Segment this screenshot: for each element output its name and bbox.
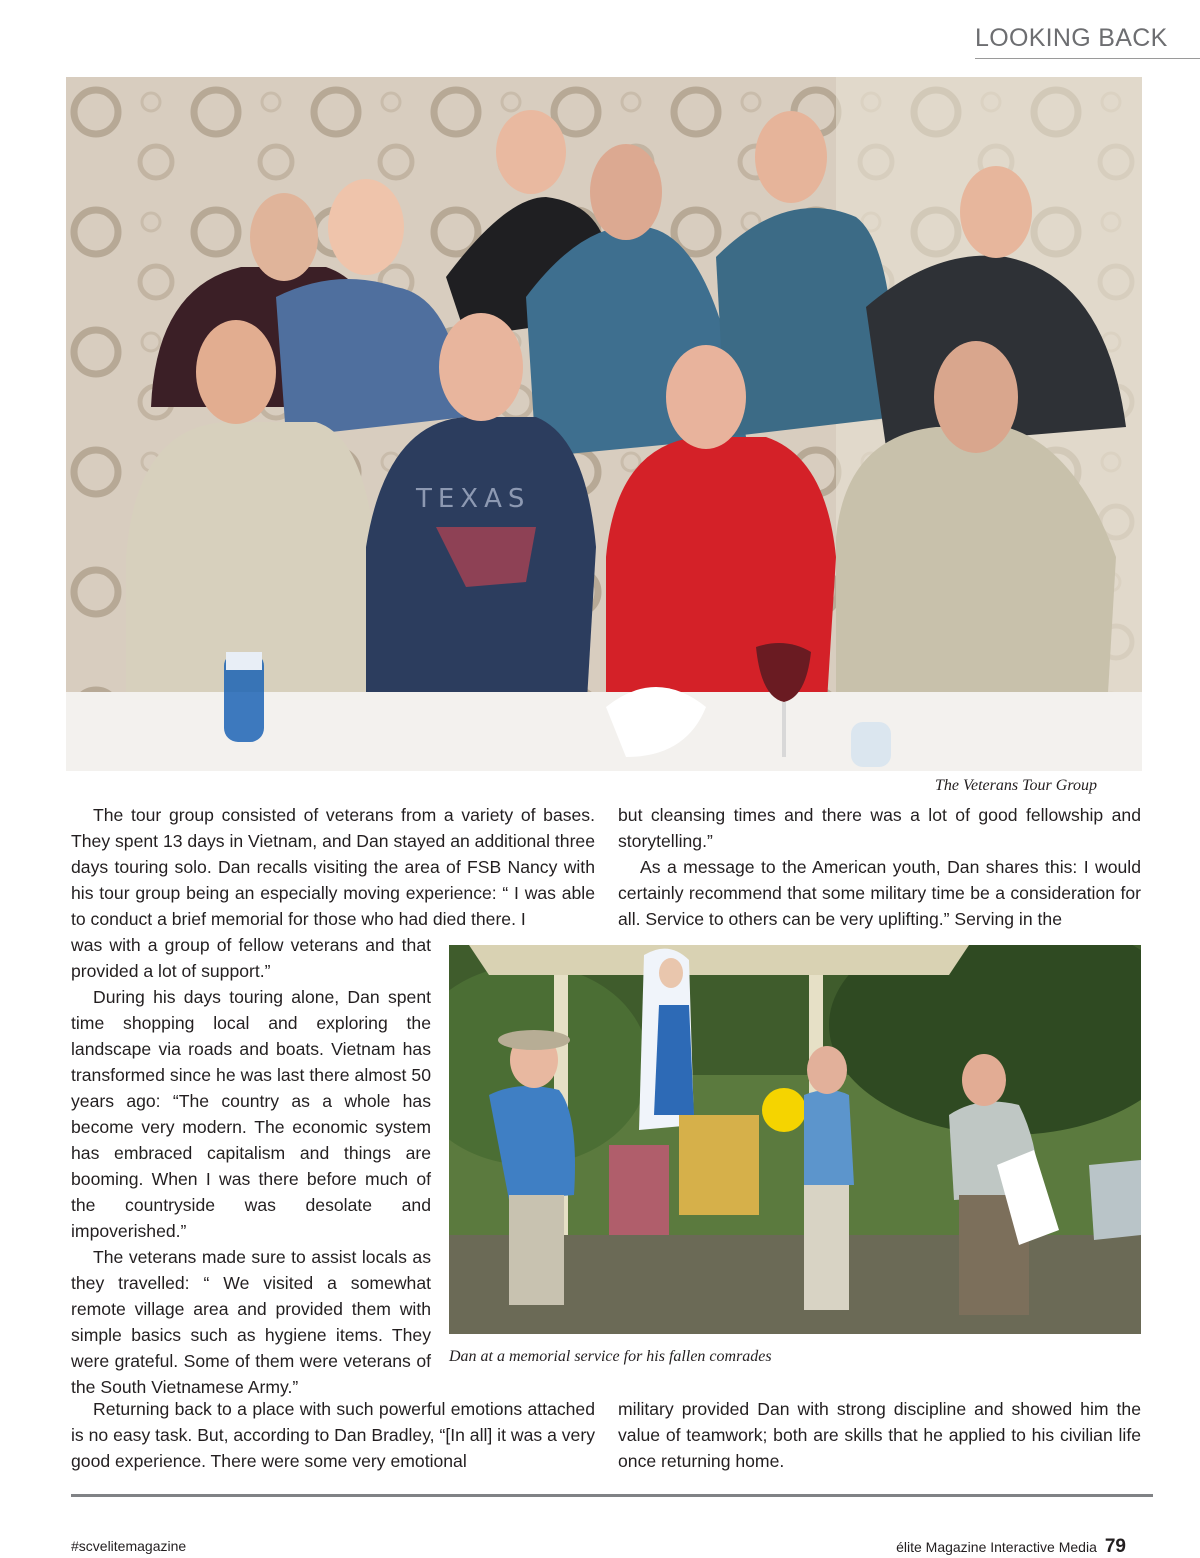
article-left-column: [71, 802, 595, 932]
paragraph-5-continued: but cleansing times and there was a lot of good fellowship and storytelling.”: [618, 805, 1141, 851]
article-right-column-top: [618, 802, 1141, 932]
footer-publication: [896, 1536, 1126, 1558]
footer-hashtag: #scvelitemagazine: [71, 1538, 187, 1554]
memorial-photo: [449, 945, 1141, 1334]
paragraph-1-continued: was with a group of fellow veterans and that provided a lot of support.”: [71, 935, 431, 981]
memorial-photo-caption: Dan at a memorial service for his fallen comrades: [449, 1348, 772, 1365]
shirt-text: TEXAS: [416, 484, 531, 514]
article-right-column-bottom: [618, 1396, 1141, 1474]
paragraph-6: As a message to the American youth, Dan shares this: I would certainly recommend that some military time be a consideration for all. Service to others can be very uplifting.” Serving in the: [618, 857, 1141, 929]
section-rule: [975, 58, 1200, 59]
footer-rule: [71, 1494, 1153, 1497]
paragraph-3: The veterans made sure to assist locals as they travelled: “ We visited a somewhat remote village area and provided them with simple basics such as hygiene items. They were grateful. Some of them were veterans of the South Vietnamese Army.”: [71, 1247, 431, 1397]
publication-name: élite Magazine Interactive Media: [896, 1539, 1097, 1555]
section-label: LOOKING BACK: [975, 24, 1168, 52]
group-photo: [66, 77, 1142, 771]
page-number: 79: [1104, 1536, 1126, 1557]
paragraph-1: The tour group consisted of veterans from a variety of bases. They spent 13 days in Vietnam, and Dan stayed an additional three days touring solo. Dan recalls visiting the area of FSB Nancy with his tour group being an especially moving experience: “ I was able to conduct a brief memorial for those who had died there. I: [71, 805, 595, 929]
paragraph-6-continued: military provided Dan with strong discipline and showed him the value of teamwork; both are skills that he applied to his civilian life once returning home.: [618, 1399, 1141, 1471]
group-photo-caption: The Veterans Tour Group: [935, 777, 1097, 794]
article-bottom-left: [71, 1396, 595, 1474]
paragraph-4: Returning back to a place with such powerful emotions attached is no easy task. But, according to Dan Bradley, “[In all] it was a very good experience. There were some very emotional: [71, 1399, 595, 1471]
paragraph-2: During his days touring alone, Dan spent time shopping local and exploring the landscape via roads and boats. Vietnam has transformed since he was last there almost 50 years ago: “The country as a whole has become very modern. The economic system has embraced capitalism and things are booming. When I was there before much of the countryside was desolate and impoverished.”: [71, 987, 431, 1241]
article-wrap-column: [71, 932, 431, 1400]
